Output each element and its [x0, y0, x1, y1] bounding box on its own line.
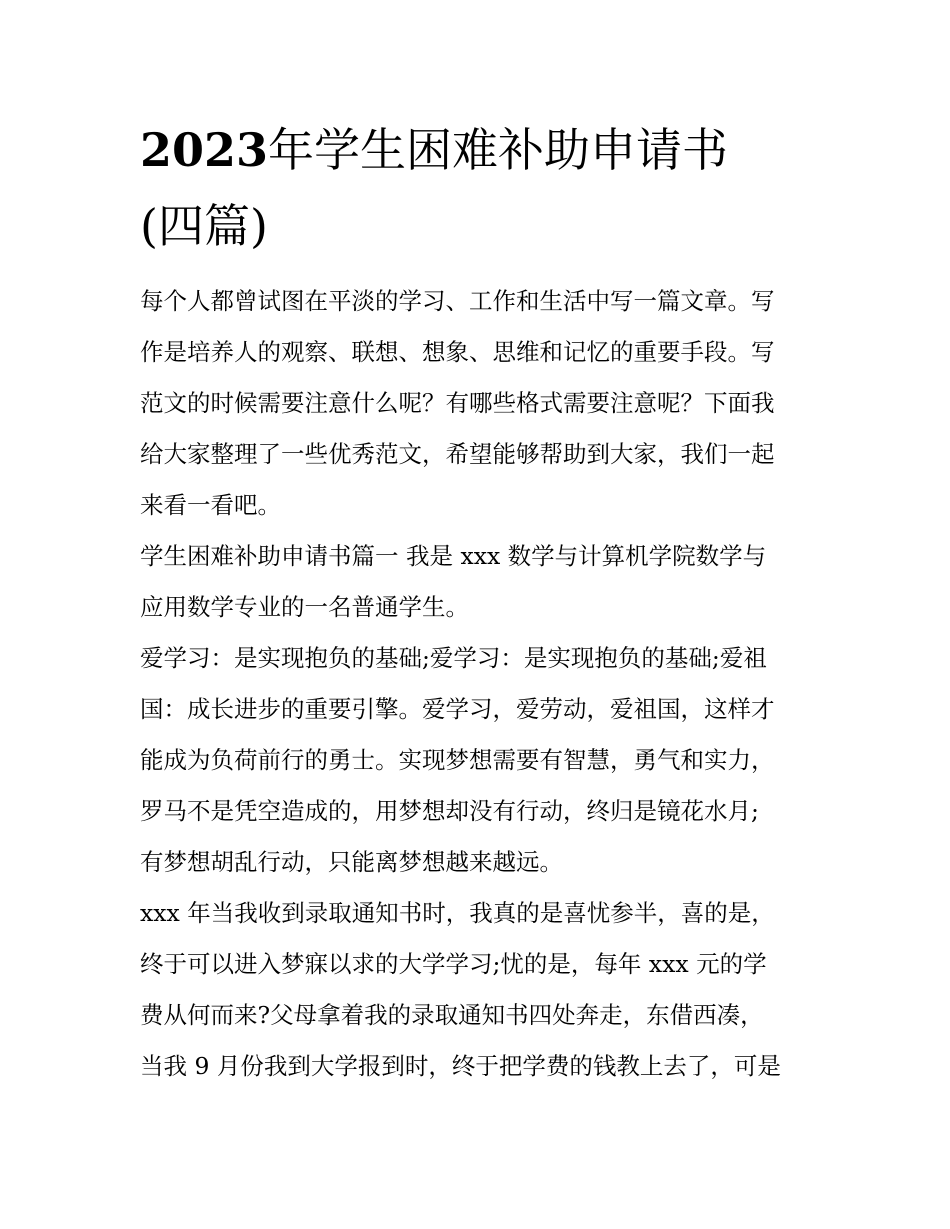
body-line: 爱学习：是实现抱负的基础;爱学习：是实现抱负的基础;爱祖 — [140, 644, 767, 672]
body-line: 能成为负荷前行的勇士。实现梦想需要有智慧，勇气和实力， — [140, 746, 775, 774]
body-line: 学生困难补助申请书篇一 我是 xxx 数学与计算机学院数学与 — [140, 542, 767, 570]
body-line: 作是培养人的观察、联想、想象、思维和记忆的重要手段。写 — [140, 338, 775, 366]
document-body — [140, 276, 820, 1092]
body-line: 国：成长进步的重要引擎。爱学习，爱劳动，爱祖国，这样才 — [140, 695, 775, 723]
body-line: 来看一看吧。 — [140, 491, 281, 519]
body-line: 范文的时候需要注意什么呢？有哪些格式需要注意呢？下面我 — [140, 389, 775, 417]
body-line: 每个人都曾试图在平淡的学习、工作和生活中写一篇文章。写 — [140, 287, 775, 315]
body-line: 当我 9 月份我到大学报到时，终于把学费的钱教上去了，可是 — [140, 1052, 781, 1080]
body-line: 应用数学专业的一名普通学生。 — [140, 593, 469, 621]
body-line: 费从何而来?父母拿着我的录取通知书四处奔走，东借西凑， — [140, 1001, 764, 1029]
title-text-line2: (四篇) — [140, 199, 268, 253]
body-line: 终于可以进入梦寐以求的大学学习;忧的是，每年 xxx 元的学 — [140, 950, 767, 978]
body-line: 有梦想胡乱行动，只能离梦想越来越远。 — [140, 848, 563, 876]
body-line: xxx 年当我收到录取通知书时，我真的是喜忧参半，喜的是， — [140, 899, 775, 927]
document-title — [140, 112, 830, 264]
body-line: 罗马不是凭空造成的，用梦想却没有行动，终归是镜花水月; — [140, 797, 759, 825]
title-year: 2023 — [140, 123, 269, 177]
title-text-line1: 年学生困难补助申请书 — [268, 123, 729, 177]
body-line: 给大家整理了一些优秀范文，希望能够帮助到大家，我们一起 — [140, 440, 775, 468]
